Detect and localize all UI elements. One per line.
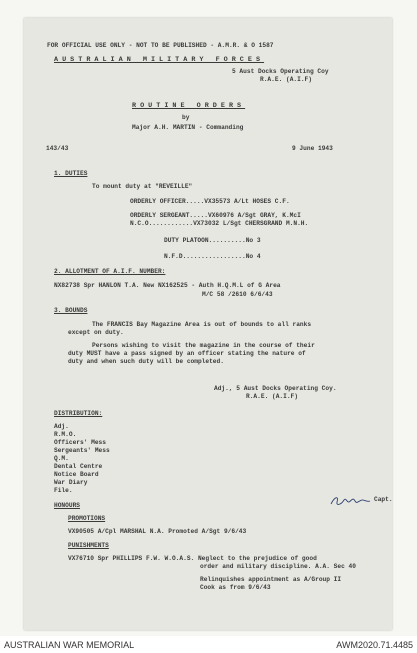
force-title: AUSTRALIAN MILITARY FORCES [54, 56, 265, 64]
orders-title: ROUTINE ORDERS [132, 102, 246, 110]
punishments-heading: PUNISHMENTS [68, 542, 109, 549]
orderly-officer: ORDERLY OFFICER.....VX35573 A/Lt HOSES C.F. [130, 198, 290, 205]
section-3-heading: 3. BOUNDS [54, 307, 88, 314]
distribution-item: R.M.O. [54, 431, 77, 438]
promotion-line: VX90505 A/Cpl MARSHAL N.A. Promoted A/Sgt 9/6/43 [68, 528, 247, 535]
distribution-item: War Diary [54, 479, 88, 486]
bounds-text-5: duty and when such duty will be completed. [68, 358, 224, 365]
punishment-line-3: Relinquishes appointment as A/Group II [200, 576, 342, 583]
order-date: 9 June 1943 [292, 145, 333, 152]
document-page [24, 18, 392, 630]
footer-credit: AUSTRALIAN WAR MEMORIAL [4, 640, 135, 650]
bounds-text-2: except on duty. [68, 329, 124, 336]
handwritten-signature [329, 494, 371, 508]
distribution-item: Notice Board [54, 471, 99, 478]
signature-unit: R.A.E. (A.I.F) [246, 393, 298, 400]
next-for-duty: N.F.D.................No 4 [164, 253, 261, 260]
header-line: FOR OFFICIAL USE ONLY - NOT TO BE PUBLISHED - A.M.R. & O 1587 [47, 42, 274, 49]
duty-intro: To mount duty at "REVEILLE" [92, 183, 193, 190]
distribution-item: File. [54, 487, 73, 494]
bounds-text-3: Persons wishing to visit the magazine in the course of their [92, 342, 315, 349]
distribution-heading: DISTRIBUTION: [54, 410, 103, 417]
signature-title: Capt. [374, 496, 393, 503]
punishment-line-4: Cook as from 9/6/43 [200, 584, 271, 591]
distribution-item: Adj. [54, 423, 69, 430]
unit-sub: R.A.E. (A.I.F) [260, 76, 312, 83]
allotment-line: NX82738 Spr HANLON T.A. New NX162525 - Auth H.Q.M.L of G Area [54, 282, 281, 289]
punishment-line-2: order and military discipline. A.A. Sec 40 [200, 563, 356, 570]
commander: Major A.H. MARTIN - Commanding [132, 124, 244, 131]
honours-heading: HONOURS [54, 502, 80, 509]
signature-role: Adj., 5 Aust Docks Operating Coy. [214, 385, 337, 392]
section-1-heading: 1. DUTIES [54, 170, 88, 177]
duty-platoon: DUTY PLATOON..........No 3 [164, 237, 261, 244]
nco-line: N.C.O............VX73032 L/Sgt CHERSGRAND M.N.H. [130, 220, 309, 227]
unit-name: 5 Aust Docks Operating Coy [232, 68, 329, 75]
distribution-item: Dental Centre [54, 463, 103, 470]
distribution-item: Officers' Mess [54, 439, 106, 446]
promotions-heading: PROMOTIONS [68, 515, 106, 522]
bounds-text-1: The FRANCIS Bay Magazine Area is out of bounds to all ranks [92, 321, 312, 328]
footer-accession: AWM2020.71.4485 [336, 640, 413, 650]
section-2-heading: 2. ALLOTMENT OF A.I.F. NUMBER: [54, 268, 166, 275]
allotment-ref: M/C 58 /2610 6/6/43 [202, 291, 273, 298]
order-number: 143/43 [46, 145, 69, 152]
orderly-sergeant: ORDERLY SERGEANT.....VX60976 A/Sgt GRAY, K.McI [130, 212, 301, 219]
distribution-item: Q.M. [54, 455, 69, 462]
punishment-line-1: VX76710 Spr PHILLIPS F.W. W.O.A.S. Neglect to the prejudice of good [68, 555, 317, 562]
distribution-item: Sergeants' Mess [54, 447, 110, 454]
by-text: by [182, 114, 190, 121]
bounds-text-4: duty MUST have a pass signed by an officer stating the nature of [68, 350, 306, 357]
